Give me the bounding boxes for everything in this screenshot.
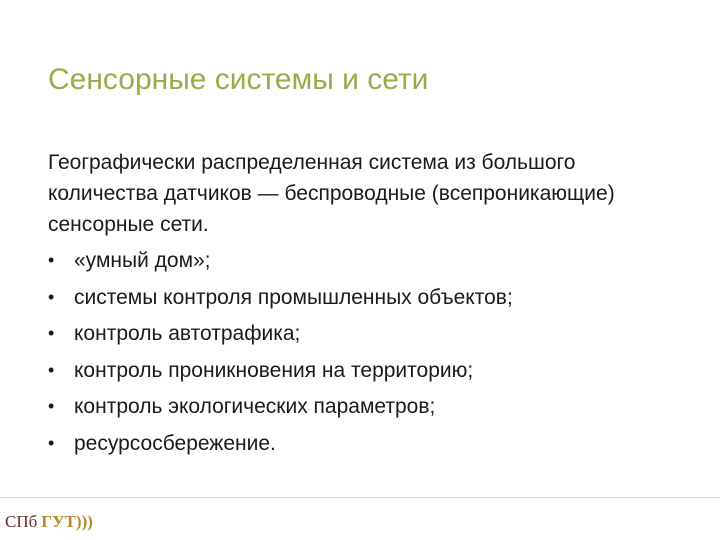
list-item-text: контроль экологических параметров; bbox=[74, 395, 436, 418]
footer-divider bbox=[0, 497, 720, 498]
list-item-text: контроль автотрафика; bbox=[74, 322, 301, 345]
list-item bbox=[48, 282, 678, 313]
university-logo bbox=[5, 512, 93, 532]
intro-paragraph: Географически распределенная система из большого количества датчиков — беспроводные (всепроникающие) сенсорные сети. bbox=[48, 151, 615, 236]
signal-waves-icon: ))) bbox=[75, 512, 93, 531]
bullet-list bbox=[48, 245, 678, 459]
list-item bbox=[48, 428, 678, 459]
list-item-text: ресурсосбережение. bbox=[74, 431, 276, 455]
bullet-icon: • bbox=[48, 286, 55, 307]
bullet-icon: • bbox=[48, 359, 55, 380]
bullet-icon: • bbox=[48, 432, 55, 453]
slide-content bbox=[48, 147, 678, 464]
list-item bbox=[48, 245, 678, 276]
list-item-text: контроль проникновения на территорию; bbox=[74, 358, 474, 382]
logo-text-spb: СПб bbox=[5, 512, 38, 531]
list-item bbox=[48, 355, 678, 386]
list-item-text: системы контроля промышленных объектов; bbox=[74, 285, 513, 309]
list-item bbox=[48, 318, 678, 349]
bullet-icon: • bbox=[48, 323, 55, 343]
list-item bbox=[48, 391, 678, 422]
bullet-icon: • bbox=[48, 396, 55, 416]
list-item-text: «умный дом»; bbox=[74, 249, 211, 272]
bullet-icon: • bbox=[48, 250, 55, 270]
slide-title: Сенсорные системы и сети bbox=[48, 63, 429, 96]
logo-text-gut: ГУТ bbox=[41, 512, 76, 531]
